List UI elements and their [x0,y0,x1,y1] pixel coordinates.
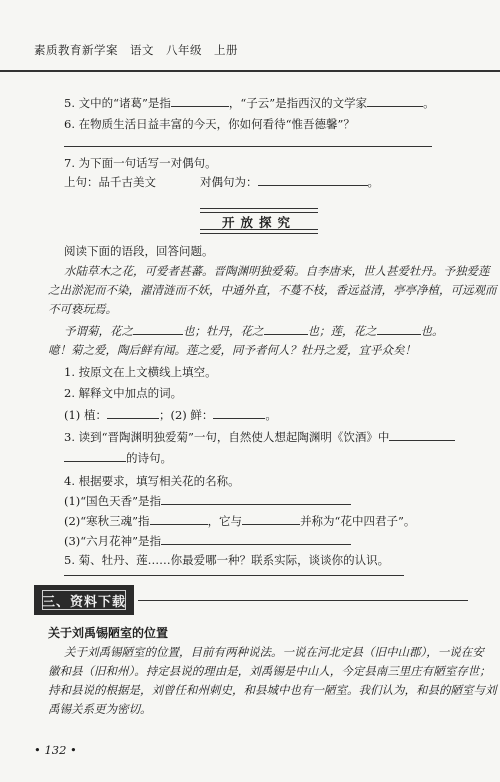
question-5 [64,96,435,110]
qa-3-cont [64,451,172,465]
q7-second-label: 对偶句为： [200,175,258,189]
qa-4b-text-3: 并称为“花中四君子”。 [300,514,416,528]
qa-1: 1. 按原文在上文横线上填空。 [64,365,217,379]
qa-3-blank-2 [64,451,126,462]
q5-blank-2 [367,96,423,107]
qa-5: 5. 菊、牡丹、莲……你最爱哪一种？联系实际，谈谈你的认识。 [64,553,390,567]
question-6: 6. 在物质生活日益丰富的今天，你如何看待“惟吾德馨”？ [64,117,355,131]
qa-2a-blank [107,408,159,419]
qa-4b [64,514,415,528]
passage-line-1: 水陆草木之花，可爱者甚蕃。晋陶渊明独爱菊。自李唐来，世人甚爱牡丹。予独爱莲 [64,264,490,278]
material-title: 关于刘禹锡陋室的位置 [48,626,169,640]
qa-2b: ；(2) 鲜： [158,408,214,422]
qa-2-end: 。 [265,408,277,422]
passage-line-2: 之出淤泥而不染，濯清涟而不妖，中通外直，不蔓不枝，香远益清，亭亭净植，可远观而 [48,283,497,297]
qa-4a [64,494,351,508]
section-banner [34,585,134,615]
reading-intro: 阅读下面的语段，回答问题。 [64,244,214,258]
page-number: • 132 • [34,743,77,757]
qa-4b-text-1: (2)“寒秋三魂”指 [64,514,150,528]
qa-5-line [64,575,404,576]
banner-rule [138,600,468,601]
material-line-3: 持和县说的根据是，刘曾任和州刺史，和县城中也有一陋室。我们认为，和县的陋室与刘 [48,683,497,697]
material-line-1: 关于刘禹锡陋室的位置，目前有两种说法。一说在河北定县（旧中山郡），一说在安 [64,645,484,659]
question-7: 7. 为下面一句话写一对偶句。 [64,156,217,170]
header-text: 素质教育新学案 语文 八年级 上册 [34,43,238,57]
qa-2a: (1) 植： [64,408,107,422]
q6-answer-line [64,146,432,147]
question-7-couplet [64,175,156,189]
passage-l4d: 也。 [420,324,444,338]
passage-line-5: 噫！菊之爱，陶后鲜有闻。莲之爱，同予者何人？牡丹之爱，宜乎众矣！ [48,343,416,357]
page-header [0,0,500,72]
q7-blank [258,175,368,186]
passage-l4a: 予谓菊，花之 [64,324,133,338]
q5-blank-1 [171,96,229,107]
q5-part-c: 。 [423,96,435,110]
passage-blank-3 [377,324,421,335]
section-title: 开放探究 [221,215,296,230]
material-line-2: 徽和县（旧和州）。持定县说的理由是，刘禹锡是中山人，今定县南三里庄有陋室存世； [48,664,491,678]
qa-2b-blank [213,408,265,419]
qa-4b-text-2: ，它与 [207,514,243,528]
q5-part-b: ，“子云”是指西汉的文学家 [228,96,368,110]
qa-2-items [64,408,277,422]
passage-blank-1 [133,324,183,335]
q7-end: 。 [367,175,379,189]
q5-part-a: 5. 文中的“诸葛”是指 [64,96,171,110]
banner-title: 三、资料下载 [41,595,126,610]
qa-2: 2. 解释文中加点的词。 [64,386,183,400]
qa-3-blank-1 [389,430,455,441]
qa-4a-blank [161,494,351,505]
qa-4b-blank-1 [150,514,208,525]
passage-blank-2 [264,324,308,335]
qa-4c [64,534,351,548]
q7-first-line: 上句：品千古美文 [64,175,156,189]
passage-line-4 [64,322,444,340]
passage-l4c: 也；莲，花之 [307,324,377,338]
section-header [200,208,318,234]
qa-4c-blank [161,534,351,545]
passage-l4b: 也；牡丹，花之 [183,324,264,338]
qa-3b: 的诗句。 [126,451,172,465]
qa-4a-text: (1)“国色天香”是指 [64,494,162,508]
passage-line-3: 不可亵玩焉。 [48,302,117,316]
qa-3a: 3. 读到“晋陶渊明独爱菊”一句，自然使人想起陶渊明《饮酒》中 [64,430,390,444]
qa-4b-blank-2 [242,514,300,525]
qa-4: 4. 根据要求，填写相关花的名称。 [64,474,240,488]
qa-4c-text: (3)“六月花神”是指 [64,534,162,548]
qa-3 [64,430,455,444]
material-line-4: 禹锡关系更为密切。 [48,702,152,716]
question-7-answer [200,175,379,189]
